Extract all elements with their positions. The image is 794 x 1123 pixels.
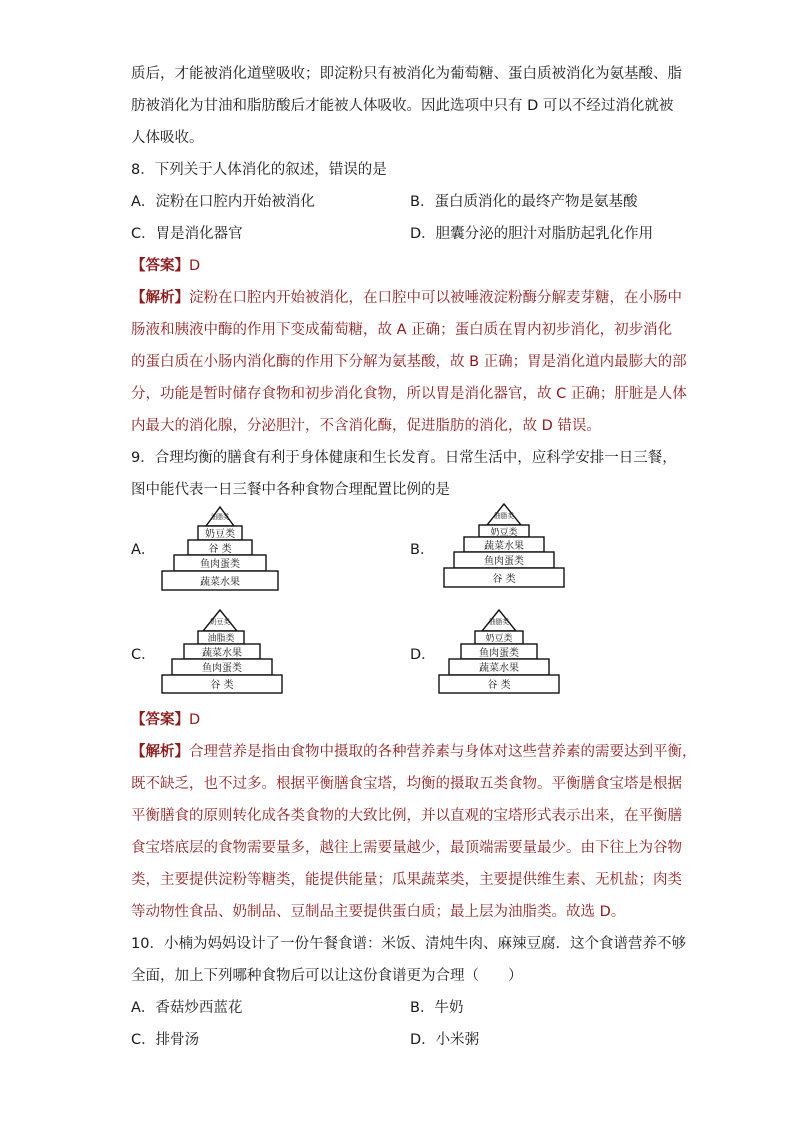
q8-option-d: D．胆囊分泌的胆汁对脂肪起乳化作用 (410, 226, 654, 242)
q9-analysis-line-6: 等动物性食品、奶制品、豆制品主要提供蛋白质；最上层为油脂类。故选 D。 (131, 904, 626, 920)
q8-analysis-line-5: 内最大的消化腺，分泌胆汁，不含消化酶，促进脂肪的消化，故 D 错误。 (131, 418, 601, 434)
pyramid-b-tier-4-label: 谷 类 (492, 574, 516, 585)
pyramid-a-tier-2-label: 谷 类 (208, 544, 232, 555)
intro-line-3: 人体吸收。 (131, 130, 204, 146)
pyramid-b-tier-3-label: 鱼肉蛋类 (484, 556, 524, 567)
q9-analysis-line-4: 食宝塔底层的食物需要量多，越往上需要量越少，最顶端需要量最少。由下往上为谷物 (131, 840, 682, 856)
q9-option-a-label: A． (131, 542, 156, 558)
q8-stem: 8．下列关于人体消化的叙述，错误的是 (131, 162, 387, 178)
q10-stem-line-2: 全面，加上下列哪种食物后可以让这份食谱更为合理（ ） (131, 968, 523, 984)
intro-line-1: 质后，才能被消化道壁吸收；即淀粉只有被消化为葡萄糖、蛋白质被消化为氨基酸、脂 (131, 66, 682, 82)
pyramid-a-tier-3-label: 鱼肉蛋类 (200, 559, 240, 570)
q9-option-c-label: C． (131, 647, 156, 663)
q8-analysis-line-1 (131, 288, 682, 308)
pyramid-c-tier-2-label: 蔬菜水果 (202, 648, 242, 659)
food-pyramid-d (437, 609, 561, 695)
q9-analysis-line-5: 类，主要提供淀粉等糖类，能提供能量；瓜果蔬菜类，主要提供维生素、无机盐；肉类 (131, 872, 682, 888)
pyramid-a-tier-1-label: 奶豆类 (205, 529, 235, 540)
pyramid-a-tier-4-label: 蔬菜水果 (200, 577, 240, 588)
q9-option-b-label: B． (410, 542, 435, 558)
pyramid-c-top-label: 奶豆类 (210, 618, 231, 626)
q8-option-b: B．蛋白质消化的最终产物是氨基酸 (410, 194, 638, 210)
q8-analysis-line-2: 肠液和胰液中酶的作用下变成葡萄糖，故 A 正确；蛋白质在胃内初步消化，初步消化 (131, 322, 673, 338)
q10-stem-line-1: 10．小楠为妈妈设计了一份午餐食谱：米饭、清炖牛肉、麻辣豆腐．这个食谱营养不够 (131, 936, 686, 952)
q9-analysis-line-3: 平衡膳食的原则转化成各类食物的大致比例，并以直观的宝塔形式表示出来，在平衡膳 (131, 808, 682, 824)
q10-option-c: C．排骨汤 (131, 1032, 200, 1048)
answer-tag: 【答案】 (131, 712, 189, 728)
pyramid-c-tier-3-label: 鱼肉蛋类 (202, 663, 242, 674)
food-pyramid-c (160, 609, 284, 695)
q8-option-c: C．胃是消化器官 (131, 226, 243, 242)
pyramid-d-tier-3-label: 蔬菜水果 (479, 663, 519, 674)
q9-analysis-line-1 (131, 742, 697, 762)
intro-line-2: 肪被消化为甘油和脂肪酸后才能被人体吸收。因此选项中只有 D 可以不经过消化就被 (131, 98, 674, 114)
pyramid-d-tier-4-label: 谷 类 (487, 680, 511, 691)
pyramid-a-top-label: 油脂类 (211, 513, 232, 521)
food-pyramid-a (160, 506, 280, 592)
food-pyramid-b (442, 503, 566, 589)
q9-answer-line (131, 710, 200, 730)
q9-analysis-line-2: 既不缺乏，也不过多。根据平衡膳食宝塔，均衡的摄取五类食物。平衡膳食宝塔是根据 (131, 776, 682, 792)
pyramid-b-top-label: 油脂类 (494, 512, 515, 520)
pyramid-c-tier-1-label: 油脂类 (207, 634, 235, 644)
pyramid-c-tier-4-label: 谷 类 (210, 680, 234, 691)
q9-stem-line-1: 9．合理均衡的膳食有利于身体健康和生长发育。日常生活中，应科学安排一日三餐， (131, 450, 677, 466)
answer-value: D (189, 712, 201, 728)
analysis-text: 合理营养是指由食物中摄取的各种营养素与身体对这些营养素的需要达到平衡， (189, 744, 697, 760)
q8-option-a: A．淀粉在口腔内开始被消化 (131, 194, 315, 210)
answer-tag: 【答案】 (131, 258, 189, 274)
q8-answer-line (131, 256, 200, 276)
q8-analysis-line-3: 的蛋白质在小肠内消化酶的作用下分解为氨基酸，故 B 正确；胃是消化道内最膨大的部 (131, 354, 687, 370)
analysis-tag: 【解析】 (131, 744, 189, 760)
q8-analysis-line-4: 分，功能是暂时储存食物和初步消化食物，所以胃是消化器官，故 C 正确；肝脏是人体 (131, 386, 687, 402)
analysis-text: 淀粉在口腔内开始被消化，在口腔中可以被唾液淀粉酶分解麦芽糖，在小肠中 (189, 290, 682, 306)
pyramid-d-tier-1-label: 奶豆类 (485, 634, 513, 644)
pyramid-b-tier-2-label: 蔬菜水果 (484, 541, 524, 552)
analysis-tag: 【解析】 (131, 290, 189, 306)
pyramid-d-tier-2-label: 鱼肉蛋类 (479, 648, 519, 659)
pyramid-d-top-label: 油脂类 (489, 618, 510, 626)
q9-option-d-label: D． (410, 647, 436, 663)
q10-option-a: A．香菇炒西蓝花 (131, 1000, 243, 1016)
q10-option-d: D．小米粥 (410, 1032, 480, 1048)
answer-value: D (189, 258, 201, 274)
q10-option-b: B．牛奶 (410, 1000, 464, 1016)
pyramid-b-tier-1-label: 奶豆类 (490, 528, 518, 538)
q9-stem-line-2: 图中能代表一日三餐中各种食物合理配置比例的是 (131, 482, 450, 498)
